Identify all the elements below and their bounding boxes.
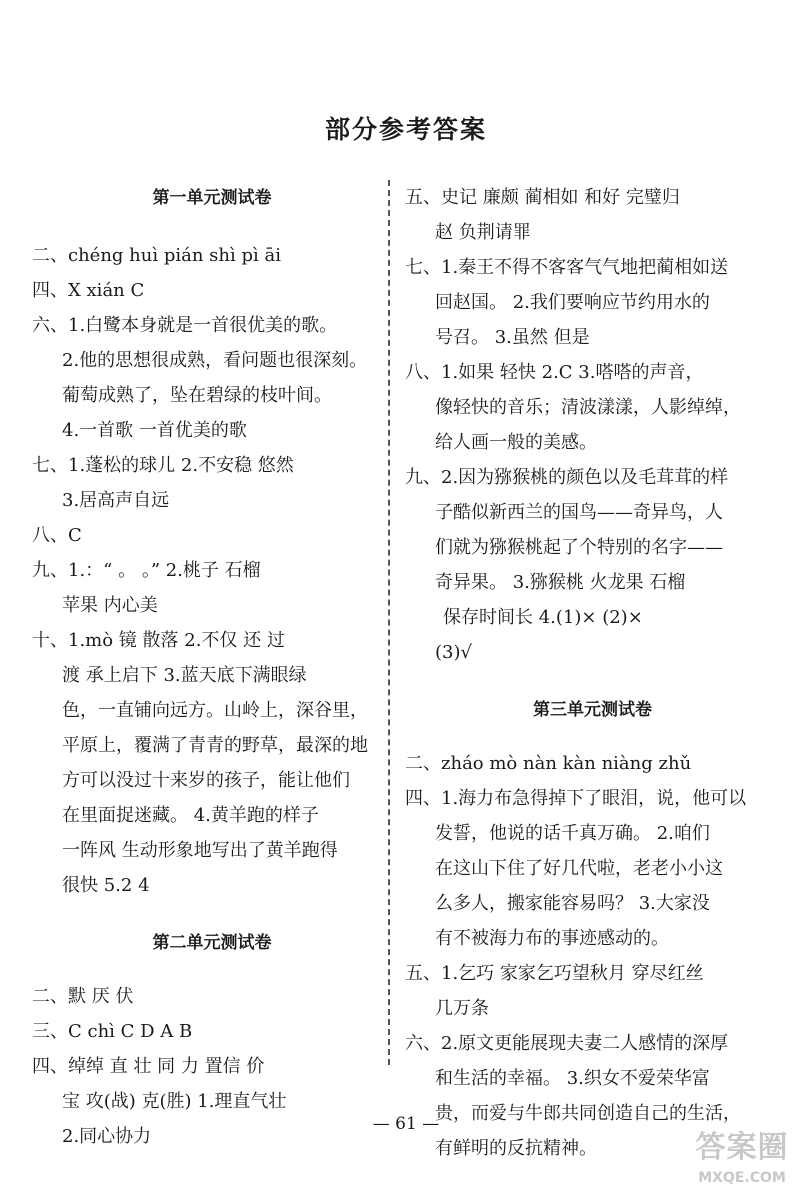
answer-line: 八、C — [32, 525, 82, 546]
section-1-header — [32, 180, 392, 216]
answer-line: 五、史记 廉颇 蔺相如 和好 完璧归 — [405, 187, 680, 208]
answer-line: 二、默 厌 伏 — [32, 986, 134, 1007]
answer-line: 渡 承上启下 3.蓝天底下满眼绿 — [62, 665, 307, 686]
answer-line: 和生活的幸福。 3.织女不爱荣华富 — [435, 1068, 710, 1089]
answer-line: 四、X xián C — [32, 280, 145, 301]
left-column — [32, 180, 392, 1154]
answer-line: 苹果 内心美 — [62, 595, 158, 616]
answer-line: 号召。 3.虽然 但是 — [435, 327, 590, 348]
answer-line: 在里面捉迷藏。 4.黄羊跑的样子 — [62, 805, 319, 826]
answer-line: 像轻快的音乐；清波漾漾，人影绰绰， — [435, 397, 741, 418]
answer-line: 4.一首歌 一首优美的歌 — [62, 420, 247, 441]
answer-line: 几万条 — [435, 998, 489, 1019]
answer-line: 子酷似新西兰的国鸟——奇异鸟，人 — [435, 502, 723, 523]
answer-line: 给人画一般的美感。 — [435, 432, 597, 453]
answer-line: 保存时间长 4.(1)× (2)× — [443, 607, 643, 628]
answer-line: 一阵风 生动形象地写出了黄羊跑得 — [62, 840, 338, 861]
answer-line: 平原上，覆满了青青的野草，最深的地 — [62, 735, 368, 756]
section-2-header — [32, 925, 392, 961]
answer-line: (3)√ — [435, 642, 472, 663]
answer-line: 八、1.如果 轻快 2.C 3.嗒嗒的声音， — [405, 362, 704, 383]
page-title: 部分参考答案 — [324, 115, 487, 144]
answer-line: 十、1.mò 镜 散落 2.不仅 还 过 — [32, 630, 285, 651]
answer-line: 宝 攻(战) 克(胜) 1.理直气壮 — [62, 1091, 287, 1112]
answer-line: 三、C chì C D A B — [32, 1021, 193, 1042]
answer-line: 四、1.海力布急得掉下了眼泪，说，他可以 — [405, 788, 747, 809]
answer-line: 3.居高声自远 — [62, 490, 170, 511]
answer-line: 四、绰绰 直 壮 同 力 置信 价 — [32, 1056, 265, 1077]
section-title-unit-3: 第三单元测试卷 — [533, 700, 652, 720]
answer-line: 奇异果。 3.猕猴桃 火龙果 石榴 — [435, 572, 686, 593]
answer-line: 五、1.乞巧 家家乞巧望秋月 穿尽红丝 — [405, 963, 704, 984]
answer-line: 色，一直铺向远方。山岭上，深谷里， — [62, 700, 368, 721]
answer-line: 方可以没过十来岁的孩子，能让他们 — [62, 770, 350, 791]
answer-line: 葡萄成熟了，坠在碧绿的枝叶间。 — [62, 385, 332, 406]
answer-line: 九、1.：“ 。 。” 2.桃子 石榴 — [32, 560, 261, 581]
watermark-logo — [678, 1128, 806, 1194]
right-column — [405, 180, 780, 1166]
section-title-unit-1: 第一单元测试卷 — [152, 188, 272, 208]
answer-line: 二、chéng huì pián shì pì āi — [32, 245, 281, 266]
answer-line: 二、zháo mò nàn kàn niàng zhǔ — [405, 753, 692, 774]
answer-line: 九、2.因为猕猴桃的颜色以及毛茸茸的样 — [405, 467, 729, 488]
section-3-header — [405, 692, 780, 728]
answer-line: 七、1.秦王不得不客客气气地把蔺相如送 — [405, 257, 729, 278]
watermark-url: MXQE.COM — [698, 1170, 786, 1186]
watermark-text: 答案圈 — [695, 1130, 789, 1165]
answer-line: 们就为猕猴桃起了个特别的名字—— — [435, 537, 723, 558]
answer-line: 在这山下住了好几代啦，老老小小这 — [435, 858, 723, 879]
answer-line: 有鲜明的反抗精神。 — [435, 1138, 597, 1159]
answer-line: 有不被海力布的事迹感动的。 — [435, 928, 669, 949]
answer-line: 六、2.原文更能展现夫妻二人感情的深厚 — [405, 1033, 729, 1054]
answer-line: 贵，而爱与牛郎共同创造自己的生活， — [435, 1103, 741, 1124]
answer-line: 回赵国。 2.我们要响应节约用水的 — [435, 292, 710, 313]
answer-line: 七、1.蓬松的球儿 2.不安稳 悠然 — [32, 455, 294, 476]
page-number: — 61 — — [372, 1114, 440, 1134]
answer-line: 很快 5.2 4 — [62, 875, 150, 896]
answer-line: 赵 负荆请罪 — [435, 222, 531, 243]
answer-line: 2.同心协力 — [62, 1126, 152, 1147]
answer-line: 么多人，搬家能容易吗？ 3.大家没 — [435, 893, 710, 914]
answer-line: 2.他的思想很成熟，看问题也很深刻。 — [62, 350, 368, 371]
answer-line: 六、1.白鹭本身就是一首很优美的歌。 — [32, 315, 338, 336]
section-title-unit-2: 第二单元测试卷 — [152, 933, 272, 953]
answer-line: 发誓，他说的话千真万确。 2.咱们 — [435, 823, 710, 844]
